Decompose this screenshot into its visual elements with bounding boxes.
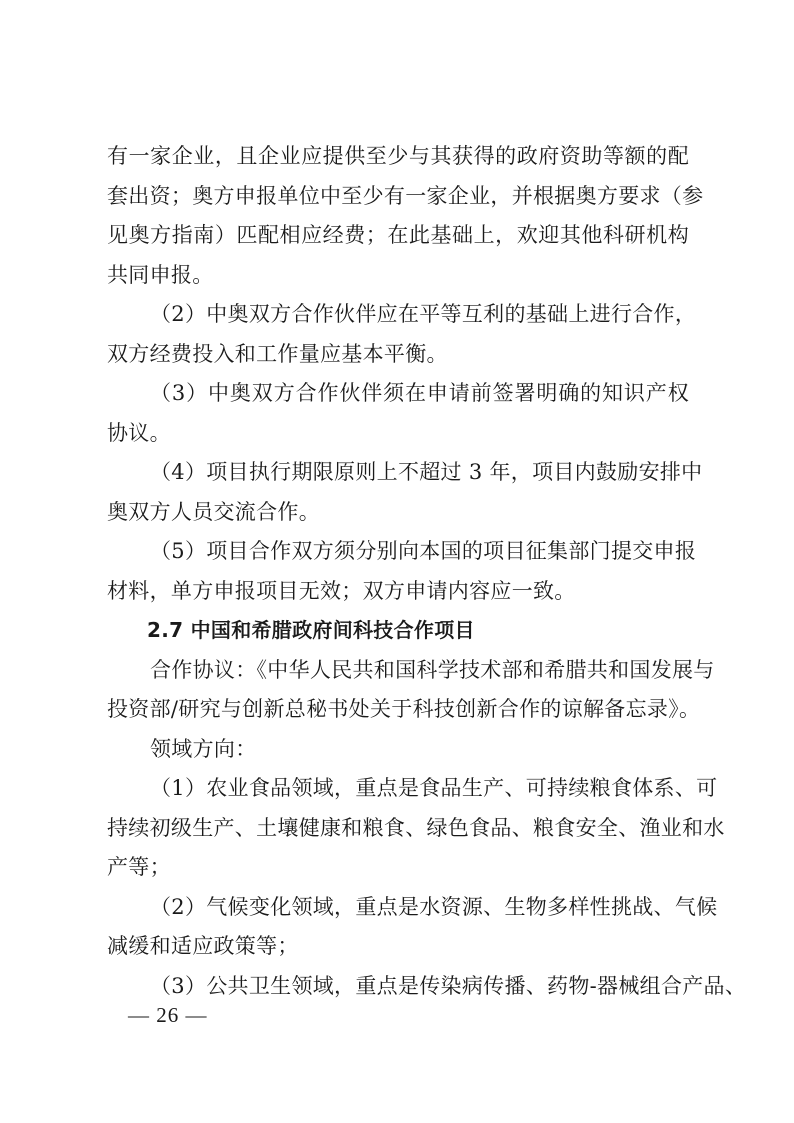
paragraph-line: 材料，单方申报项目无效；双方申请内容应一致。 [107,579,576,603]
field-direction-label: 领域方向： [150,737,257,761]
paragraph-line: 共同申报。 [107,263,214,287]
paragraph-line: 产等； [107,855,171,879]
paragraph-line: 奥双方人员交流合作。 [107,500,320,524]
paragraph-line: 套出资；奥方申报单位中至少有一家企业，并根据奥方要求（参 [107,184,704,208]
paragraph-line: 减缓和适应政策等； [107,934,299,958]
list-item-5: （5）项目合作双方须分别向本国的项目征集部门提交申报 [150,539,697,563]
page-number: — 26 — [128,1003,208,1027]
list-item-2: （2）中奥双方合作伙伴应在平等互利的基础上进行合作， [150,302,697,326]
paragraph-line: 见奥方指南）匹配相应经费；在此基础上，欢迎其他科研机构 [107,223,689,247]
list-item-2: （2）气候变化领域，重点是水资源、生物多样性挑战、气候 [150,895,718,919]
agreement-line: 投资部/研究与创新总秘书处关于科技创新合作的谅解备忘录》。 [107,697,701,721]
section-heading: 2.7 中国和希腊政府间科技合作项目 [147,618,475,642]
list-item-3: （3）公共卫生领域，重点是传染病传播、药物-器械组合产品、 [150,974,747,998]
list-item-4: （4）项目执行期限原则上不超过 3 年，项目内鼓励安排中 [150,460,703,484]
paragraph-line: 协议。 [107,421,171,445]
paragraph-line: 双方经费投入和工作量应基本平衡。 [107,342,448,366]
list-item-1: （1）农业食品领域，重点是食品生产、可持续粮食体系、可 [150,776,718,800]
paragraph-line: 持续初级生产、土壤健康和粮食、绿色食品、粮食安全、渔业和水 [107,816,725,840]
paragraph-line: 有一家企业，且企业应提供至少与其获得的政府资助等额的配 [107,144,689,168]
agreement-line: 合作协议：《中华人民共和国科学技术部和希腊共和国发展与 [150,658,715,682]
list-item-3: （3）中奥双方合作伙伴须在申请前签署明确的知识产权 [150,381,689,405]
